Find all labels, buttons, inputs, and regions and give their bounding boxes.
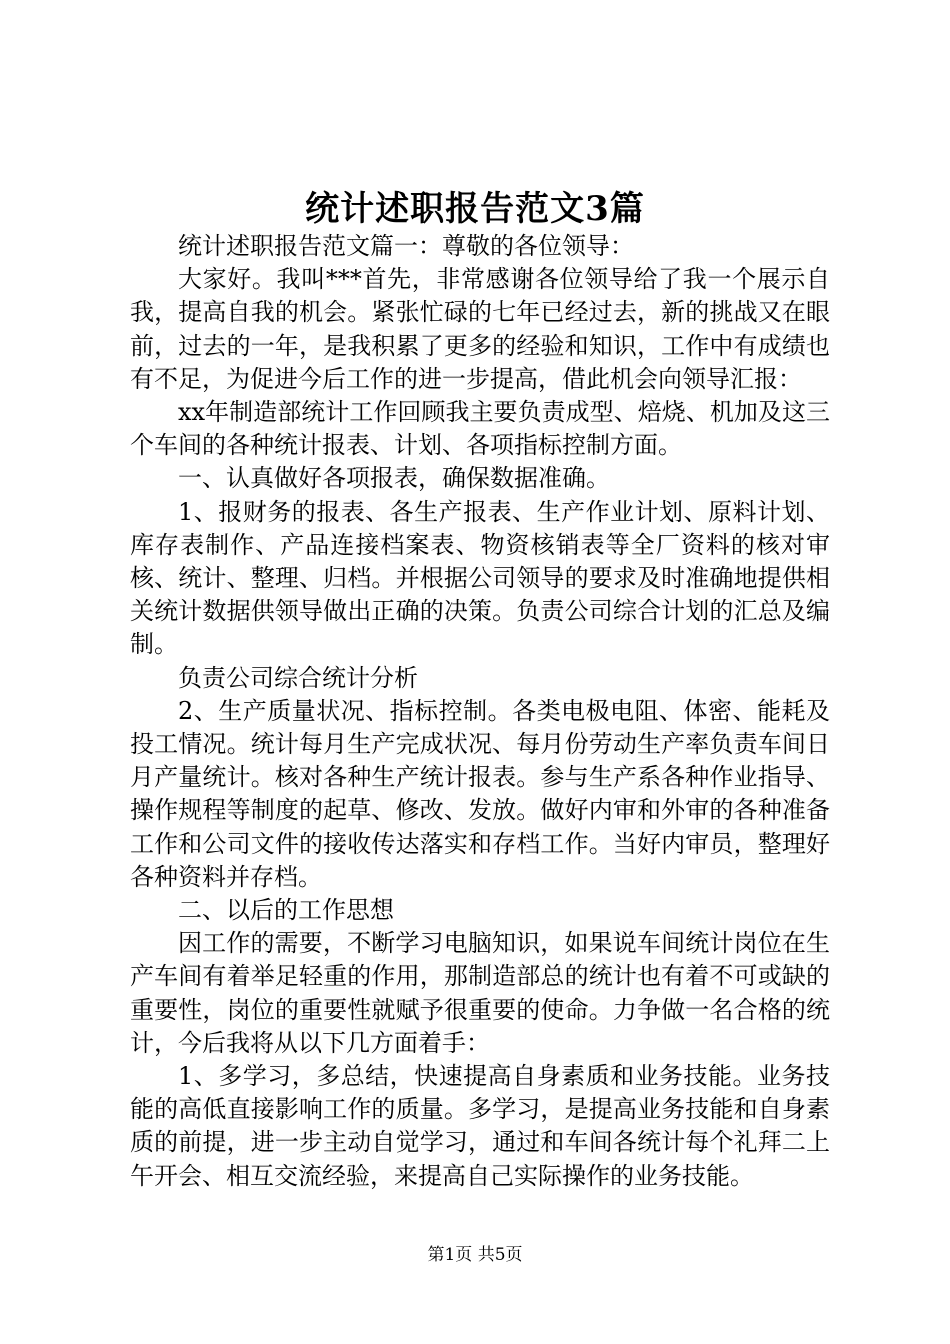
paragraph: 二、以后的工作思想	[178, 896, 394, 925]
document-body	[130, 230, 830, 1193]
paragraph: 1、多学习，多总结，快速提高自身素质和业务技能。业务技能的高低直接影响工作的质量。多学习，是提高业务技能和自身素质的前提，进一步主动自觉学习，通过和车间各统计每个礼拜二上午开会、相互交流经验，来提高自己实际操作的业务技能。	[130, 1062, 830, 1190]
paragraph: 2、生产质量状况、指标控制。各类电极电阻、体密、能耗及投工情况。统计每月生产完成状况、每月份劳动生产率负责车间日月产量统计。核对各种生产统计报表。参与生产系各种作业指导、操作规程等制度的起草、修改、发放。做好内审和外审的各种准备工作和公司文件的接收传达落实和存档工作。当好内审员，整理好各种资料并存档。	[130, 696, 830, 891]
paragraph: 因工作的需要，不断学习电脑知识，如果说车间统计岗位在生产车间有着举足轻重的作用，那制造部总的统计也有着不可或缺的重要性，岗位的重要性就赋予很重要的使命。力争做一名合格的统计，今后我将从以下几方面着手：	[130, 929, 830, 1057]
paragraph: xx年制造部统计工作回顾我主要负责成型、焙烧、机加及这三个车间的各种统计报表、计划、各项指标控制方面。	[130, 398, 830, 460]
paragraph: 一、认真做好各项报表，确保数据准确。	[178, 464, 610, 493]
paragraph: 1、报财务的报表、各生产报表、生产作业计划、原料计划、库存表制作、产品连接档案表、物资核销表等全厂资料的核对审核、统计、整理、归档。并根据公司领导的要求及时准确地提供相关统计数据供领导做出正确的决策。负责公司综合计划的汇总及编制。	[130, 497, 830, 659]
paragraph: 负责公司综合统计分析	[178, 663, 418, 692]
page-footer: 第1页 共5页	[427, 1245, 523, 1265]
paragraph: 统计述职报告范文篇一：尊敬的各位领导：	[178, 232, 634, 260]
document-title: 统计述职报告范文3篇	[305, 189, 645, 229]
paragraph: 大家好。我叫***首先，非常感谢各位领导给了我一个展示自我，提高自我的机会。紧张忙碌的七年已经过去，新的挑战又在眼前，过去的一年，是我积累了更多的经验和知识，工作中有成绩也有不足，为促进今后工作的进一步提高，借此机会向领导汇报：	[130, 265, 830, 393]
